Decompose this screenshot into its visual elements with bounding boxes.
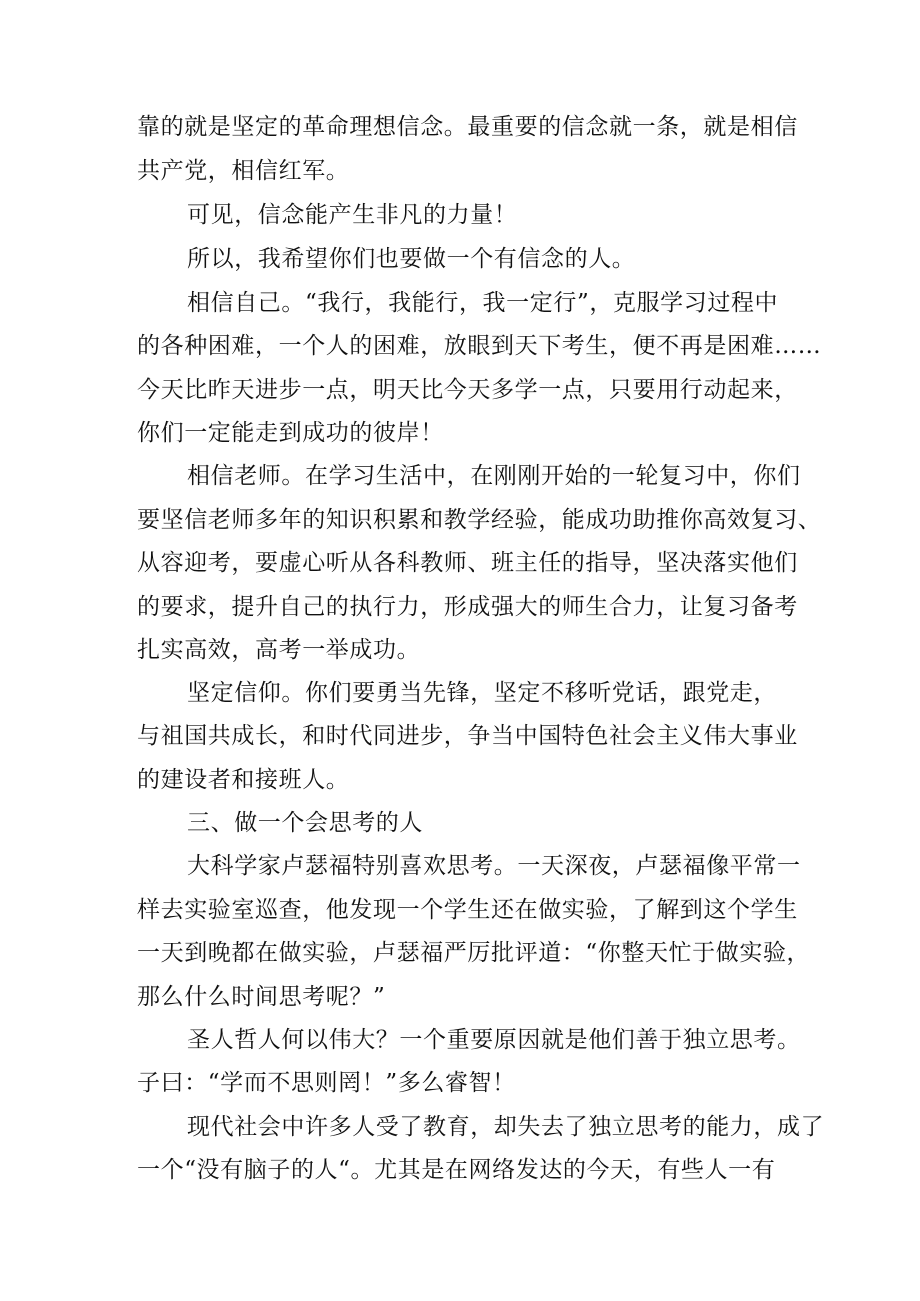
text-line: 今天比昨天进步一点，明天比今天多学一点，只要用行动起来， (137, 377, 798, 403)
text-line: 要坚信老师多年的知识积累和教学经验，能成功助推你高效复习、 (137, 507, 822, 533)
text-line: 样去实验室巡查，他发现一个学生还在做实验，了解到这个学生 (137, 897, 798, 923)
text-line: 与祖国共成长，和时代同进步，争当中国特色社会主义伟大事业 (137, 723, 798, 749)
text-line: 靠的就是坚定的革命理想信念。最重要的信念就一条，就是相信 (137, 114, 798, 140)
text-line: 可见，信念能产生非凡的力量！ (187, 202, 518, 228)
text-line: 坚定信仰。你们要勇当先锋，坚定不移听党话，跟党走， (187, 680, 777, 706)
text-line: 的各种困难，一个人的困难，放眼到天下考生，便不再是困难…… (137, 333, 822, 359)
text-line: 大科学家卢瑟福特别喜欢思考。一天深夜，卢瑟福像平常一 (187, 853, 801, 879)
text-line: 一天到晚都在做实验，卢瑟福严厉批评道：“你整天忙于做实验， (137, 940, 811, 966)
text-line: 那么什么时间思考呢？” (137, 984, 386, 1010)
text-line: 的建设者和接班人。 (137, 767, 350, 793)
text-line: 一个“没有脑子的人“。尤其是在网络发达的今天，有些人一有 (137, 1157, 776, 1183)
text-line: 扎实高效，高考一举成功。 (137, 637, 421, 663)
text-line: 相信自己。“我行，我能行，我一定行”，克服学习过程中 (187, 290, 779, 316)
text-line: 的要求，提升自己的执行力，形成强大的师生合力，让复习备考 (137, 594, 798, 620)
text-line: 现代社会中许多人受了教育，却失去了独立思考的能力，成了 (187, 1114, 825, 1140)
text-line: 子曰：“学而不思则罔！”多么睿智！ (137, 1070, 516, 1096)
text-line: 所以，我希望你们也要做一个有信念的人。 (187, 246, 636, 272)
text-line: 相信老师。在学习生活中，在刚刚开始的一轮复习中，你们 (187, 463, 801, 489)
text-line: 圣人哲人何以伟大？一个重要原因就是他们善于独立思考。 (187, 1027, 801, 1053)
text-line: 共产党，相信红军。 (137, 158, 350, 184)
text-line: 从容迎考，要虚心听从各科教师、班主任的指导，坚决落实他们 (137, 550, 798, 576)
section-heading: 三、做一个会思考的人 (187, 810, 423, 836)
text-line: 你们一定能走到成功的彼岸！ (137, 420, 444, 446)
